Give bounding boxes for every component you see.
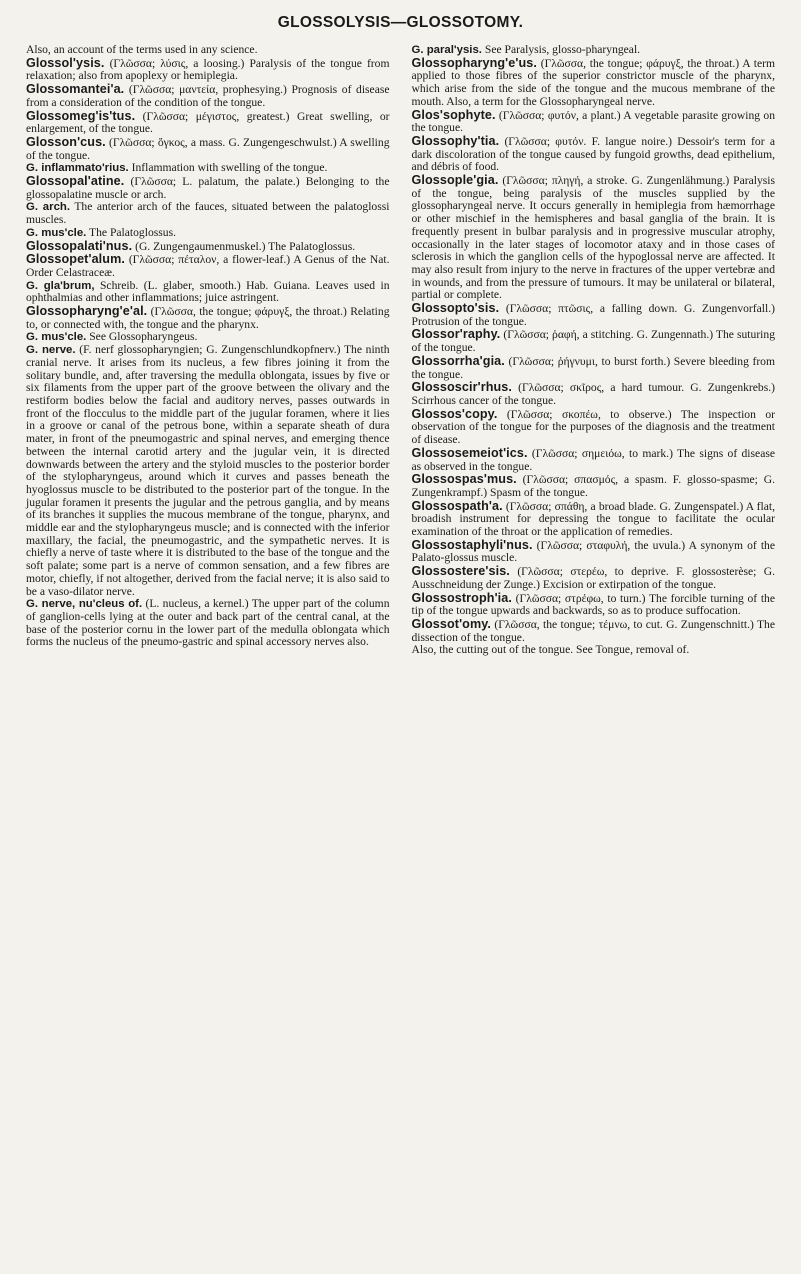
dictionary-entry — [412, 500, 776, 539]
entry-headword: Glossol'ysis. — [26, 55, 105, 70]
dictionary-entry — [26, 253, 390, 279]
entry-definition: (Γλῶσσα; πέταλον, a flower-leaf.) A Genus of the Nat. Order Celastraceæ. — [26, 253, 390, 279]
dictionary-entry — [26, 136, 390, 162]
dictionary-entry — [412, 592, 776, 618]
entry-definition: Schreib. (L. glaber, smooth.) Hab. Guiana. Leaves used in ophthalmias and other inflammations; juice astringent. — [26, 278, 390, 305]
left-column — [26, 44, 390, 657]
entry-definition: (Γλῶσσα; σημειόω, to mark.) The signs of disease as observed in the tongue. — [411, 446, 775, 473]
entry-definition: (Γλῶσσα; ῥαφή, a stitching. G. Zungennath.) The suturing of the tongue. — [411, 328, 775, 355]
entry-definition: (Γλῶσσα; στρέφω, to turn.) The forcible turning of the tip of the tongue upwards and backwards, so as to produce suffocation. — [411, 591, 775, 618]
entry-headword: Glossoscir'rhus. — [411, 380, 512, 395]
entry-definition: (Γλῶσσα, the tongue; φάρυγξ, the throat.) Relating to, or connected with, the tongue and the pharynx. — [26, 305, 390, 331]
entry-subheading: G. nerve. — [26, 344, 76, 357]
entry-subheading: G. mus'cle. — [26, 331, 87, 344]
dictionary-entry — [26, 240, 390, 254]
entry-subheading: G. paral'ysis. — [411, 44, 482, 56]
running-head: GLOSSOLYSIS—GLOSSOTOMY. — [277, 14, 524, 31]
entry-definition: The anterior arch of the fauces, situated between the palatoglossi muscles. — [26, 200, 390, 227]
dictionary-entry — [26, 305, 390, 331]
dictionary-entry — [412, 381, 776, 407]
entry-definition: (Γλῶσσα; φυτόν, a plant.) A vegetable parasite growing on the tongue. — [411, 108, 775, 135]
entry-definition: (Γλῶσσα; μαντεία, prophesying.) Prognosis of disease from a consideration of the condition of the tongue. — [26, 83, 390, 109]
entry-definition: (Γλῶσσα; σταφυλή, the uvula.) A synonym of the Palato-glossus muscle. — [411, 538, 775, 565]
entry-headword: Glossopharyng'e'us. — [411, 55, 537, 70]
entry-headword: Glossopet'alum. — [26, 252, 125, 267]
entry-headword: Glossopalati'nus. — [26, 238, 133, 253]
entry-definition: (Γλῶσσα, the tongue; τέμνω, to cut. G. Zungenschnitt.) The dissection of the tongue. — [411, 617, 775, 644]
dictionary-entry — [412, 408, 776, 447]
dictionary-entry — [412, 328, 776, 354]
entry-headword: Glossot'omy. — [411, 616, 492, 631]
entry-headword: Glossospath'a. — [411, 498, 503, 513]
entry-subheading: G. gla'brum, — [26, 279, 95, 292]
entry-headword: Glossopal'atine. — [26, 174, 125, 189]
dictionary-entry — [412, 355, 776, 381]
entry-headword: Glossostaphyli'nus. — [411, 537, 533, 552]
dictionary-entry — [412, 565, 776, 591]
entry-definition: (Γλῶσσα; σπασμός, a spasm. F. glosso-spasme; G. Zungenkrampf.) Spasm of the tongue. — [411, 473, 775, 499]
dictionary-entry — [412, 618, 776, 644]
entry-headword: Glossosemeiot'ics. — [411, 445, 528, 460]
entry-headword: Glossospas'mus. — [411, 472, 517, 487]
entry-definition: Also, an account of the terms used in any science. — [26, 43, 258, 56]
entry-headword: Glosson'cus. — [26, 134, 106, 149]
entry-headword: Glos'sophyte. — [411, 107, 496, 122]
entry-subheading: G. arch. — [26, 201, 71, 214]
right-column — [412, 44, 776, 657]
entry-definition: (Γλῶσσα; ὄγκος, a mass. G. Zungengeschwulst.) A swelling of the tongue. — [26, 135, 390, 162]
entry-headword: Glossostroph'ia. — [411, 590, 512, 605]
entry-headword: Glossor'raphy. — [411, 327, 501, 342]
dictionary-entry — [26, 598, 390, 649]
dictionary-entry — [26, 280, 390, 305]
entry-headword: Glossomeg'is'tus. — [26, 108, 136, 123]
dictionary-entry — [26, 344, 390, 598]
entry-definition: (G. Zungengaumenmuskel.) The Palatoglossus. — [135, 239, 356, 253]
entry-headword: Glossorrha'gia. — [411, 353, 505, 368]
entry-definition: (Γλῶσσα; φυτόν. F. langue noire.) Dessoir's term for a dark discoloration of the tongue caused by fungoid growths, dead epithelium, and débris of food. — [411, 134, 775, 174]
entry-headword: Glossostere'sis. — [411, 564, 510, 579]
entry-headword: Glossopharyng'e'al. — [26, 304, 148, 319]
dictionary-entry — [26, 83, 390, 109]
dictionary-entry — [412, 539, 776, 565]
entry-subheading: G. mus'cle. — [26, 226, 87, 239]
entry-definition: Inflammation with swelling of the tongue. — [131, 161, 328, 175]
dictionary-entry — [412, 473, 776, 499]
entry-definition: (Γλῶσσα; σπάθη, a broad blade. G. Zungenspatel.) A flat, broadish instrument for depressing the tongue to facilitate the ocular examination of the throat or the application of remedies. — [411, 499, 775, 539]
dictionary-entry — [26, 110, 390, 136]
entry-definition: (Γλῶσσα; ῥήγνυμι, to burst forth.) Severe bleeding from the tongue. — [411, 354, 775, 381]
columns — [26, 44, 775, 657]
entry-definition: (Γλῶσσα; στερέω, to deprive. F. glossosterèse; G. Ausschneidung der Zunge.) Excision or extirpation of the tongue. — [411, 565, 776, 591]
dictionary-entry — [26, 175, 390, 201]
dictionary-entry — [26, 57, 390, 83]
dictionary-entry — [412, 57, 776, 109]
entry-definition: (Γλῶσσα, the tongue; φάρυγξ, the throat.) A term applied to those fibres of the superior constrictor muscle of the pharynx, which arise from the side of the tongue and the mucous membrane of the mouth. Also, a term for the Glossopharyngeal nerve. — [411, 56, 775, 108]
entry-definition: (Γλῶσσα; σκῖρος, a hard tumour. G. Zungenkrebs.) Scirrhous cancer of the tongue. — [411, 381, 775, 407]
entry-definition: (Γλῶσσα; πληγή, a stroke. G. Zungenlähmung.) Paralysis of the tongue, being paralysis of the muscles supplied by the glossopharyngeal nerve. It occurs generally in hemiplegia from hæmorrhage or other mischief in the hemispheres and basal ganglia of the brain. It is frequently present in bulbar paralysis and in progressive muscular atrophy, occasionally in the later stages of locomotor ataxy and in those cases of sclerosis in which the ganglion cells of the hypoglossal nerve are affected. It may also result from injury to the nerve in fractures of the upper vertebræ and in wounds, and from the pressure of tumours. It may be unilateral or bilateral, partial or complete. — [411, 174, 775, 302]
entry-definition: (L. nucleus, a kernel.) The upper part of the column of ganglion-cells lying at the outer and back part of the central canal, at the base of the posterior cornu in the lower part of the medulla oblongata which forms the nucleus of the pneumo-gastric and spinal accessory nerves also. — [26, 597, 390, 649]
dictionary-entry — [412, 302, 776, 328]
entry-definition: (Γλῶσσα; σκοπέω, to observe.) The inspection or observation of the tongue for the purposes of the diagnosis and the treatment of disease. — [411, 407, 775, 447]
entry-headword: Glossomantei'a. — [26, 82, 125, 97]
dictionary-entry — [412, 174, 776, 302]
entry-definition: Also, the cutting out of the tongue. See Tongue, removal of. — [411, 643, 690, 657]
dictionary-entry — [26, 201, 390, 226]
entry-headword: Glossos'copy. — [411, 406, 498, 421]
entry-subheading: G. nerve, nu'cleus of. — [26, 598, 143, 611]
entry-definition: (F. nerf glossopharyngien; G. Zungenschlundkopfnerv.) The ninth cranial nerve. It arises from its nucleus, a few fibres joining it from the solitary bundle, and, after traversing the medulla oblongata, issues by five or six filaments from the upper part of the groove between the olivary and the restiform bodies below the facial and auditory nerves, passes outwards in front of the flocculus to the middle part of the jugular foramen, where it lies in a groove or canal of the petrous bone, within a separate sheath of dura mater, in front of the pneumogastric and spinal nerves, and emerging thence between the internal carotid artery and the jugular vein, it is directed downwards between the artery and the styloid muscles to the posterior border of the stylopharyngeus, around which it curves and passes beneath the hyoglossus muscle to be distributed to the posterior part of the tongue. In the jugular foramen it presents the jugular and the petrous ganglia, and by means of its branches it supplies the mucous membrane of the tongue, pharynx, and middle ear and the stylopharyngeus muscle; and is connected with the inferior maxillary, the facial, the pneumogastric, and the sympathetic nerves. It is chiefly a nerve of taste where it is distributed to the base of the tongue and the soft palate; some part is a nerve of common sensation, and a few fibres are motor, chiefly, if not altogether, derived from the facial nerve; it is also said to be a vaso-dilator nerve. — [26, 343, 390, 598]
entry-definition: (Γλῶσσα; μέγιστος, greatest.) Great swelling, or enlargement, of the tongue. — [26, 109, 390, 136]
entry-definition: (Γλῶσσα; πτῶσις, a falling down. G. Zungenvorfall.) Protrusion of the tongue. — [411, 302, 775, 328]
entry-definition: (Γλῶσσα; L. palatum, the palate.) Belonging to the glossopalatine muscle or arch. — [26, 175, 390, 201]
dictionary-entry — [412, 109, 776, 135]
dictionary-entry — [412, 644, 776, 657]
entry-subheading: G. inflammato'rius. — [26, 162, 129, 175]
entry-headword: Glossophy'tia. — [411, 133, 500, 148]
entry-headword: Glossopto'sis. — [411, 301, 500, 316]
entry-definition: See Glossopharyngeus. — [89, 330, 198, 344]
dictionary-entry — [412, 447, 776, 473]
entry-definition: (Γλῶσσα; λύσις, a loosing.) Paralysis of the tongue from relaxation; also from apoplexy or hemiplegia. — [26, 56, 390, 83]
entry-headword: Glossople'gia. — [411, 173, 499, 188]
dictionary-entry — [412, 135, 776, 174]
entry-definition: See Paralysis, glosso-pharyngeal. — [484, 43, 641, 56]
entry-definition: The Palatoglossus. — [89, 225, 176, 239]
